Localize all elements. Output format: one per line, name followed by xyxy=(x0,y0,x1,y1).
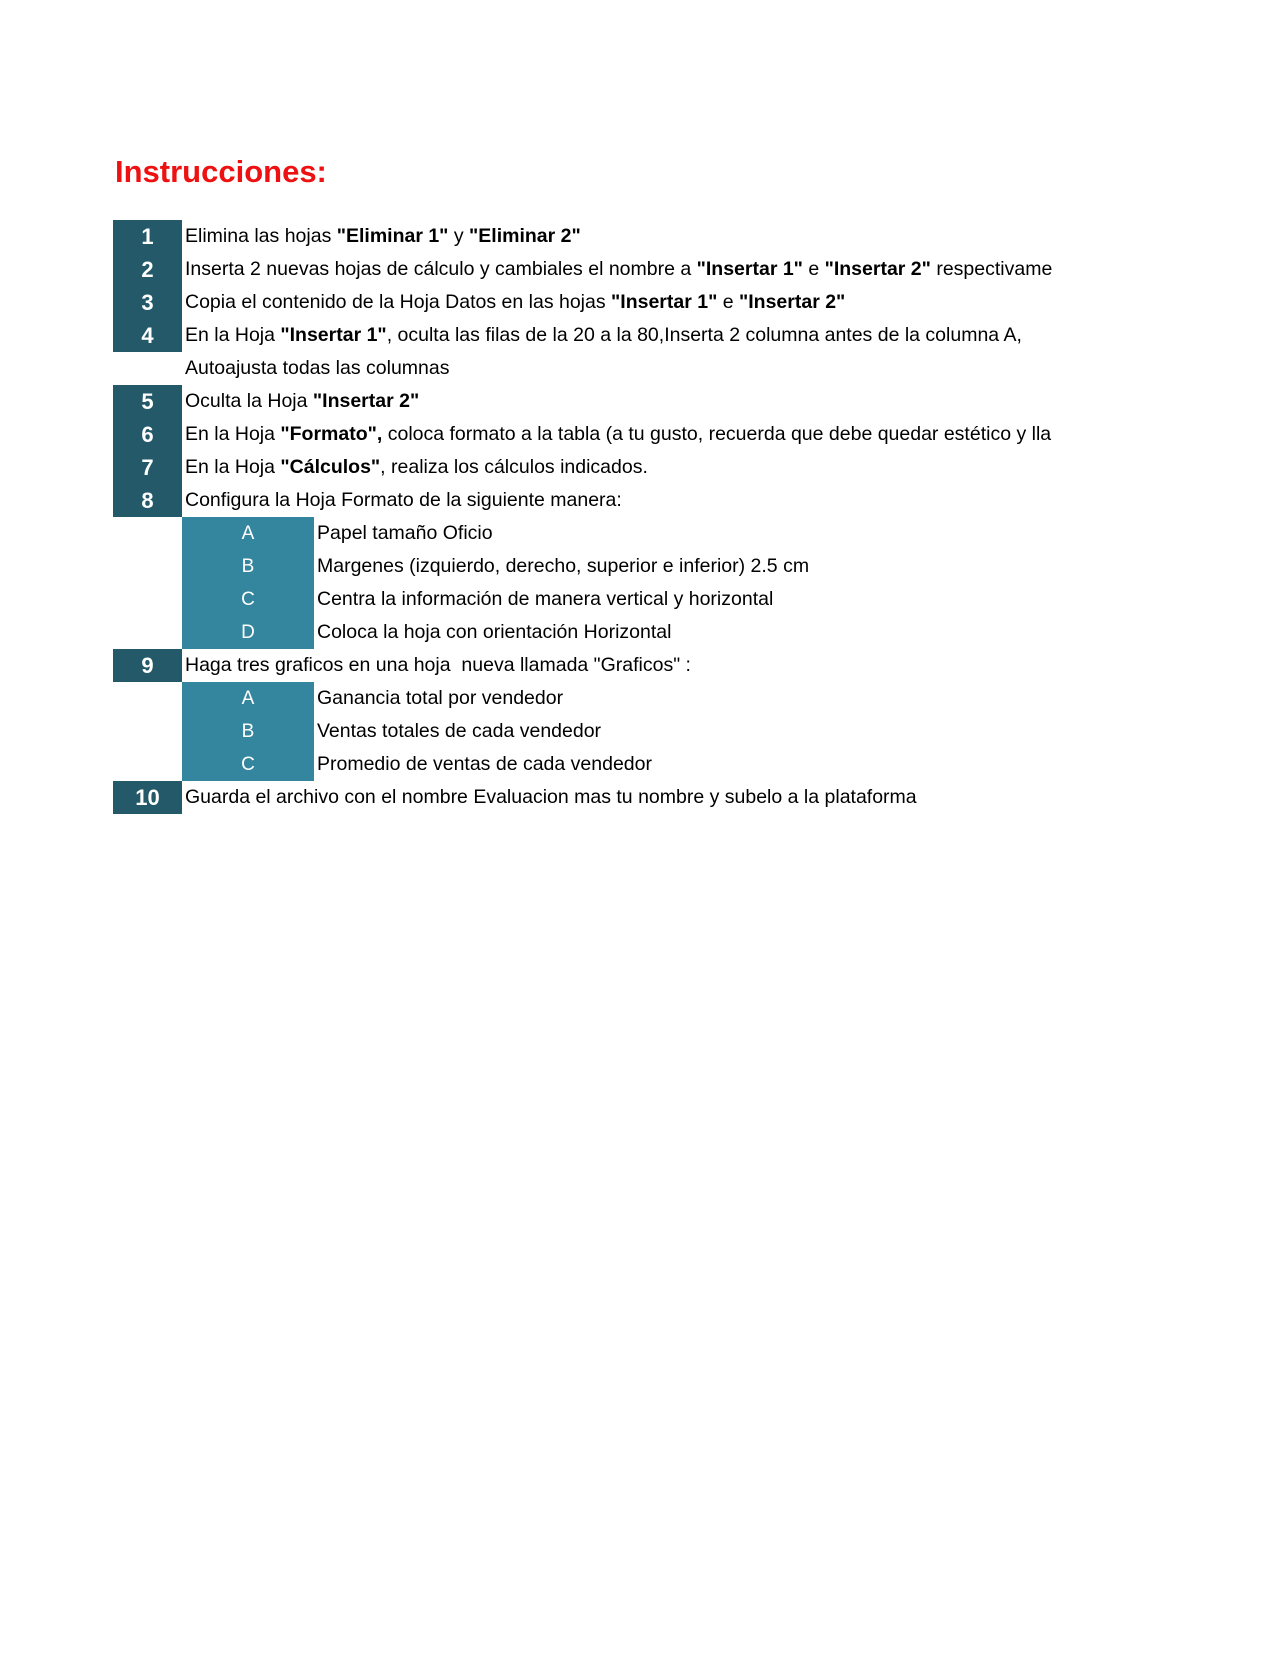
step-number: 1 xyxy=(113,220,182,253)
instruction-continuation-row xyxy=(113,352,1108,385)
step-text-segment: En la Hoja xyxy=(185,423,281,445)
sheet-name-emphasis: "Insertar 1" xyxy=(280,324,387,346)
step-number: 6 xyxy=(113,418,182,451)
subitem-letter: B xyxy=(182,715,314,748)
step-text xyxy=(185,319,1108,352)
step-text-segment: e xyxy=(802,258,825,280)
instruction-row xyxy=(113,451,1108,484)
step-text-segment: Haga tres graficos en una hoja nueva llamada "Graficos" : xyxy=(185,654,691,676)
step-text xyxy=(185,286,1108,319)
instruction-row xyxy=(113,484,1108,517)
subitem-text: Coloca la hoja con orientación Horizontal xyxy=(317,621,672,643)
subitem-row xyxy=(113,550,1108,583)
subitem-row xyxy=(113,583,1108,616)
step-text-segment: coloca formato a la tabla (a tu gusto, recuerda que debe quedar estético y lla xyxy=(382,423,1052,445)
step-number: 8 xyxy=(113,484,182,517)
step-number: 7 xyxy=(113,451,182,484)
step-number: 10 xyxy=(113,781,182,814)
step-number: 4 xyxy=(113,319,182,352)
subitem-text: Centra la información de manera vertical y horizontal xyxy=(317,588,774,610)
step-text xyxy=(185,385,1108,418)
subitem-text: Papel tamaño Oficio xyxy=(317,522,493,544)
instruction-row xyxy=(113,286,1108,319)
subitem-row xyxy=(113,682,1108,715)
step-text-segment: Elimina las hojas xyxy=(185,225,337,247)
step-number: 3 xyxy=(113,286,182,319)
instruction-row xyxy=(113,385,1108,418)
step-text xyxy=(185,253,1108,286)
step-text-segment: e xyxy=(717,291,740,313)
step-text-segment: Configura la Hoja Formato de la siguiente manera: xyxy=(185,489,622,511)
subitem-letter: C xyxy=(182,748,314,781)
subitem-text: Promedio de ventas de cada vendedor xyxy=(317,753,652,775)
instructions-list xyxy=(113,220,1108,814)
step-number: 2 xyxy=(113,253,182,286)
subitem-letter: A xyxy=(182,682,314,715)
step-text-segment: y xyxy=(448,225,470,247)
instruction-row xyxy=(113,781,1108,814)
subitem-text: Ventas totales de cada vendedor xyxy=(317,720,602,742)
step-text-continuation: Autoajusta todas las columnas xyxy=(185,357,450,379)
step-text xyxy=(185,451,1108,484)
step-text-segment: En la Hoja xyxy=(185,324,281,346)
sheet-name-emphasis: "Insertar 2" xyxy=(824,258,931,280)
instruction-row xyxy=(113,418,1108,451)
step-text-segment: Guarda el archivo con el nombre Evaluacion mas tu nombre y subelo a la plataforma xyxy=(185,786,917,808)
step-text xyxy=(185,649,1108,682)
step-text xyxy=(185,418,1108,451)
sheet-name-emphasis: "Cálculos" xyxy=(280,456,381,478)
subitem-letter: A xyxy=(182,517,314,550)
step-text-segment: respectivame xyxy=(930,258,1053,280)
subitem-text: Margenes (izquierdo, derecho, superior e inferior) 2.5 cm xyxy=(317,555,810,577)
step-number: 9 xyxy=(113,649,182,682)
sheet-name-emphasis: "Eliminar 2" xyxy=(469,225,581,247)
subitem-row xyxy=(113,517,1108,550)
instruction-row xyxy=(113,319,1108,352)
subitem-row xyxy=(113,715,1108,748)
subitem-letter: C xyxy=(182,583,314,616)
sheet-name-emphasis: "Eliminar 1" xyxy=(336,225,449,247)
step-text xyxy=(185,220,1108,253)
subitem-letter: B xyxy=(182,550,314,583)
step-text-segment: En la Hoja xyxy=(185,456,281,478)
sheet-name-emphasis: "Insertar 1" xyxy=(696,258,803,280)
sheet-name-emphasis: "Insertar 2" xyxy=(739,291,846,313)
sheet-name-emphasis: "Insertar 1" xyxy=(611,291,718,313)
step-text-segment: , realiza los cálculos indicados. xyxy=(380,456,648,478)
step-text xyxy=(185,484,1108,517)
step-text-segment: Copia el contenido de la Hoja Datos en las hojas xyxy=(185,291,612,313)
subitem-text: Ganancia total por vendedor xyxy=(317,687,564,709)
step-text-segment: Oculta la Hoja xyxy=(185,390,313,412)
instruction-row xyxy=(113,220,1108,253)
step-text xyxy=(185,781,1108,814)
sheet-name-emphasis: "Insertar 2" xyxy=(312,390,420,412)
subitem-row xyxy=(113,616,1108,649)
sheet-name-emphasis: "Formato", xyxy=(280,423,383,445)
step-text-segment: Inserta 2 nuevas hojas de cálculo y cambiales el nombre a xyxy=(185,258,697,280)
step-text-segment: , oculta las filas de la 20 a la 80,Inserta 2 columna antes de la columna A, xyxy=(386,324,1022,346)
instruction-row xyxy=(113,253,1108,286)
page-title: Instrucciones: xyxy=(115,154,327,189)
instruction-row xyxy=(113,649,1108,682)
step-number: 5 xyxy=(113,385,182,418)
subitem-row xyxy=(113,748,1108,781)
subitem-letter: D xyxy=(182,616,314,649)
